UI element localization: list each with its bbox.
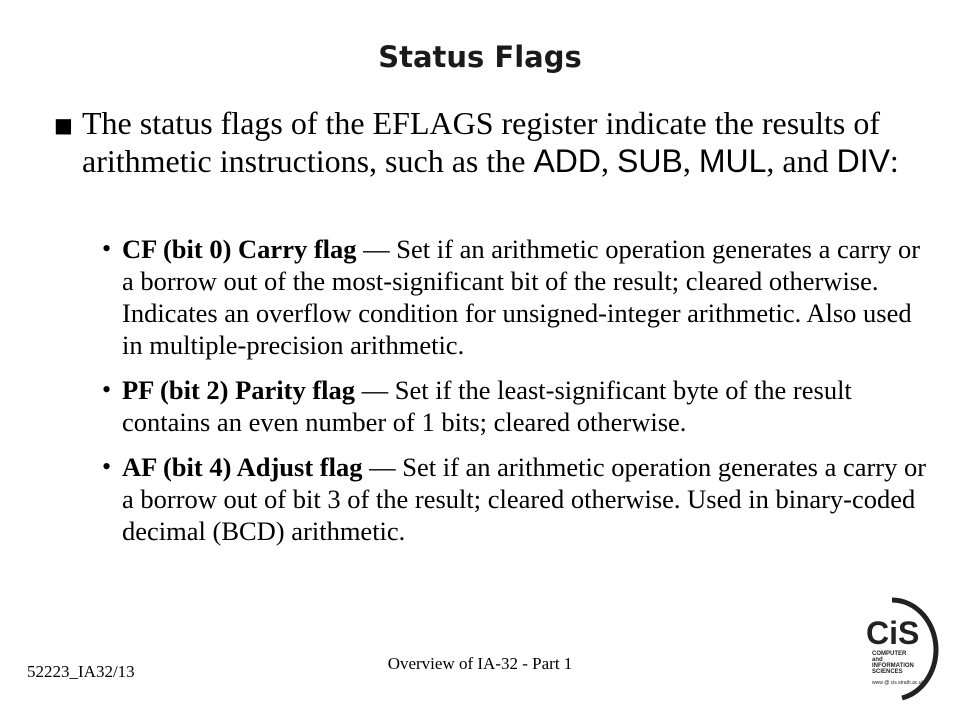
op-div: DIV [836, 143, 890, 179]
flag-list [102, 233, 932, 560]
flag-name: CF (bit 0) Carry flag [122, 234, 357, 264]
logo-line-2: and [872, 657, 883, 663]
round-bullet-icon: • [102, 452, 112, 481]
logo-url: www @ cis.strath.ac.uk [872, 680, 925, 686]
flag-item-cf [102, 233, 932, 361]
square-bullet-icon: ■ [54, 113, 73, 137]
round-bullet-icon: • [102, 375, 112, 404]
flag-item-af [102, 451, 932, 547]
flag-name: PF (bit 2) Parity flag [122, 375, 356, 405]
logo-line-1: COMPUTER [872, 651, 907, 657]
course-title: Overview of IA-32 - Part 1 [387, 654, 573, 673]
flag-description: — Set if the least-significant byte of the result contains an even number of 1 bits; cleared otherwise. [122, 375, 852, 437]
logo-mark: CiS [866, 615, 920, 651]
flag-item-pf [102, 374, 932, 438]
flag-description: — Set if an arithmetic operation generates a carry or a borrow out of the most-significant bit of the result; cleared otherwise. Indicates an overflow condition for unsigned-integer arithmetic. Also used in multiple-precision arithmetic. [122, 234, 921, 360]
logo-line-4: SCIENCES [872, 669, 903, 675]
op-add: ADD [533, 143, 602, 179]
intro-bullet [54, 104, 934, 180]
flag-description: — Set if an arithmetic operation generates a carry or a borrow out of bit 3 of the result; cleared otherwise. Used in binary-coded decimal (BCD) arithmetic. [122, 452, 927, 546]
logo-line-3: INFORMATION [872, 663, 914, 669]
slide-title: Status Flags [378, 40, 582, 74]
round-bullet-icon: • [102, 234, 112, 263]
intro-text: The status flags of the EFLAGS register indicate the results of arithmetic instructions, such as the ADD, SUB, MUL, and DIV: [82, 105, 899, 179]
flag-name: AF (bit 4) Adjust flag [122, 452, 363, 482]
cis-logo [862, 594, 946, 702]
slide-id: 52223_IA32/13 [27, 662, 135, 681]
op-sub: SUB [617, 143, 683, 179]
op-mul: MUL [698, 143, 767, 179]
